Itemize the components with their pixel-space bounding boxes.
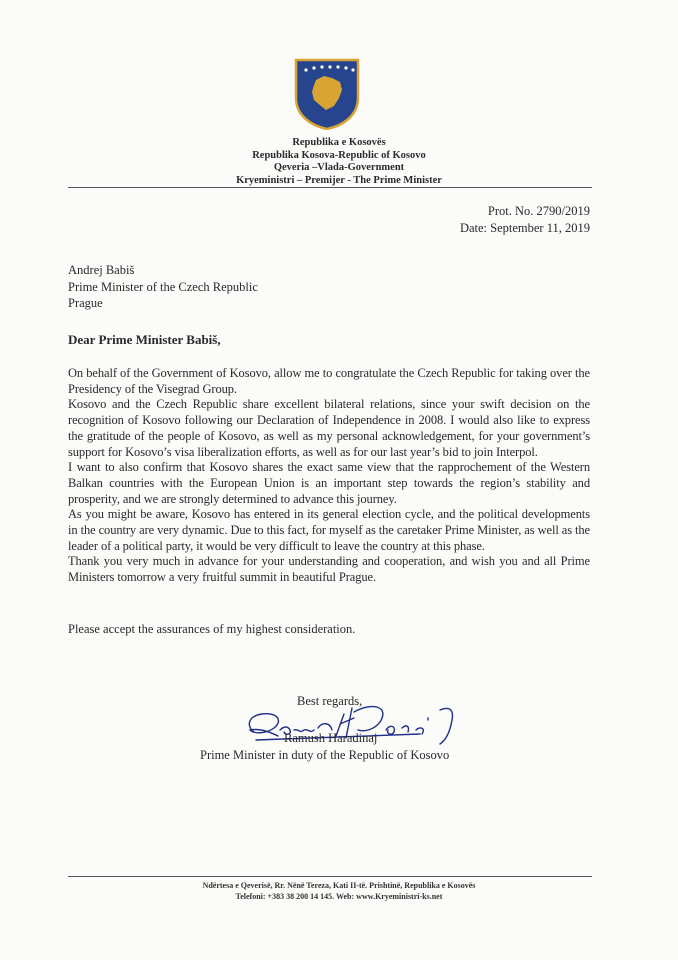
letterhead-footer — [0, 881, 678, 902]
signatory-title: Prime Minister in duty of the Republic of Kosovo — [200, 748, 450, 762]
reference-block — [460, 203, 590, 236]
header-divider — [68, 187, 592, 188]
body-paragraph: On behalf of the Government of Kosovo, allow me to congratulate the Czech Republic for taking over the Presidency of the Visegrad Group. — [68, 366, 590, 396]
salutation: Dear Prime Minister Babiš, — [68, 332, 221, 347]
header-line-republic: Republika e Kosovës — [292, 137, 386, 148]
closing-line: Please accept the assurances of my highest consideration. — [68, 622, 356, 636]
footer-contact: Telefoni: +383 38 200 14 145. Web: www.Kryeministri-ks.net — [235, 891, 443, 901]
best-regards: Best regards, — [297, 694, 363, 708]
header-line-government: Qeveria –Vlada-Government — [273, 162, 405, 173]
body-paragraph: I want to also confirm that Kosovo shares the exact same view that the rapprochement of the Western Balkan countries with the European Union is an important step towards the region’s stability and prosperity, and we are strongly determined to advance this journey. — [68, 460, 590, 506]
signatory-name: Ramush Haradinaj — [284, 731, 378, 745]
body-paragraph: Kosovo and the Czech Republic share excellent bilateral relations, since your swift decision on the recognition of Kosovo following our Declaration of Independence in 2008. I would also like to express the gratitude of the people of Kosovo, as well as my personal acknowledgement, for your government’s support for Kosovo’s visa liberalization efforts, as well as for our last year’s bid to join Interpol. — [68, 397, 590, 459]
footer-address: Ndërtesa e Qeverisë, Rr. Nënë Tereza, Kati II-të. Prishtinë, Republika e Kosovës — [202, 881, 476, 890]
government-letterhead — [0, 137, 678, 187]
body-paragraph: As you might be aware, Kosovo has entered in its general election cycle, and the political developments in the country are very dynamic. Due to this fact, for myself as the caretaker Prime Minister, as well as the leader of a political party, it would be very difficult to leave the country at this phase. — [68, 507, 590, 553]
body-paragraph: Thank you very much in advance for your understanding and cooperation, and wish you and all Prime Ministers tomorrow a very fruitful summit in beautiful Prague. — [68, 554, 590, 585]
protocol-number: Prot. No. 2790/2019 — [487, 204, 590, 218]
header-line-prime-minister: Kryeministri – Premijer - The Prime Minister — [236, 174, 442, 186]
recipient-city: Prague — [68, 296, 103, 310]
letter-body — [68, 366, 590, 586]
signature-block — [200, 690, 470, 770]
footer-divider — [68, 876, 592, 877]
header-line-languages: Republika Kosova-Republic of Kosovo — [252, 149, 426, 161]
recipient-title: Prime Minister of the Czech Republic — [68, 279, 258, 294]
letter-date: Date: September 11, 2019 — [459, 220, 590, 235]
kosovo-coat-of-arms-icon — [294, 58, 360, 130]
recipient-name: Andrej Babiš — [68, 263, 135, 277]
recipient-address — [68, 262, 258, 312]
